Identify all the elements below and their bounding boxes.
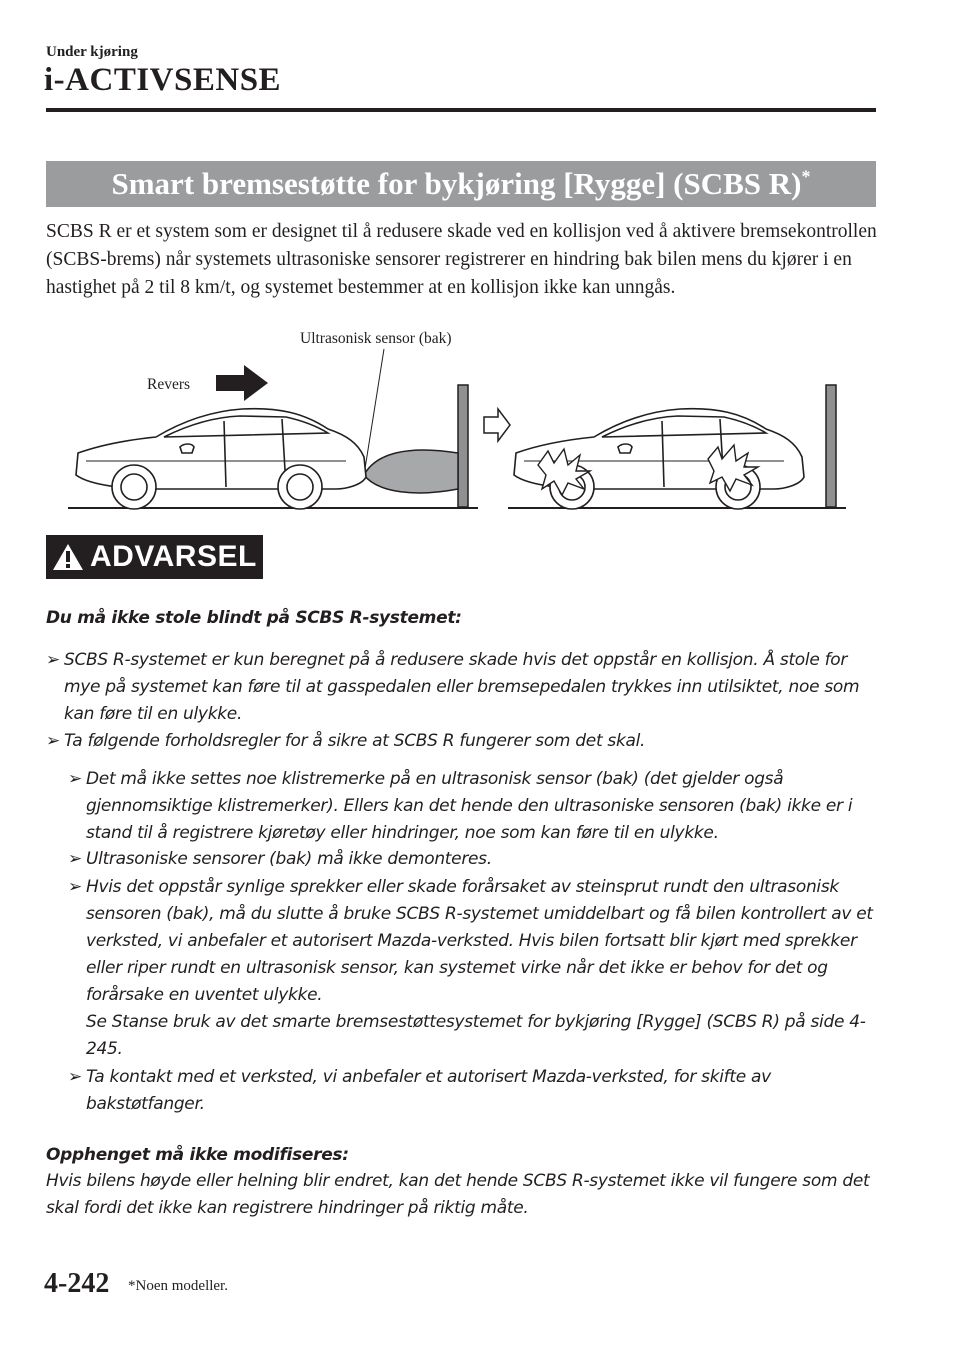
- warning-subitem-text: Ultrasoniske sensorer (bak) må ikke demonteres.: [86, 849, 492, 869]
- warning-subitem-4: [68, 1064, 878, 1118]
- warning-subitem-text: Det må ikke settes noe klistremerke på en ultrasonisk sensor (bak) (det gjelder også gjennomsiktige klistremerker). Ellers kan det hende den ultrasoniske sensoren (bak) ikke er i stand til å registrere kjøretøy eller hindringer, noe som kan føre til en ulykke.: [86, 769, 853, 843]
- warning-subitem-text: Hvis det oppstår synlige sprekker eller skade forårsaket av steinsprut rundt den ultrasonisk sensoren (bak), må du slutte å bruke SCBS R-systemet umiddelbart og få bilen kontrollert av et verksted, vi anbefaler et autorisert Mazda-verksted. Hvis bilen fortsatt blir kjørt med sprekker eller riper rundt en ultrasonisk sensor, kan systemet virke når det ikke er behov for det og forårsake en uventet ulykke.: [86, 877, 873, 1005]
- obstacle-wall-left: [458, 385, 468, 507]
- transition-arrow-icon: [484, 409, 510, 441]
- section-banner: [46, 161, 876, 207]
- warning-badge-label: ADVARSEL: [90, 540, 257, 573]
- warning-subitem-text: Ta kontakt med et verksted, vi anbefaler et autorisert Mazda-verksted, for skifte av bakstøtfanger.: [86, 1067, 771, 1114]
- title-divider: [46, 108, 876, 112]
- scbs-illustration: [46, 325, 856, 520]
- banner-title: Smart bremsestøtte for bykjøring [Rygge] (SCBS R): [111, 166, 802, 201]
- sensor-leader-line: [364, 349, 384, 475]
- car-left: [76, 409, 366, 509]
- chapter-label: Under kjøring: [46, 44, 138, 60]
- warning-item-1: [46, 647, 876, 728]
- label-reverse: Revers: [147, 376, 191, 393]
- warning-triangle-icon: [46, 535, 90, 579]
- warning-subitem-2: [68, 846, 878, 873]
- bullet-arrow-icon: ➢: [68, 849, 82, 869]
- sensor-detection-zone: [364, 450, 458, 493]
- label-ultrasonic-sensor: Ultrasonisk sensor (bak): [300, 330, 452, 347]
- warning-subitem-1: [68, 766, 878, 847]
- scbs-illustration-svg: [46, 325, 856, 515]
- car-right: [514, 409, 804, 509]
- bullet-arrow-icon: ➢: [68, 1067, 82, 1087]
- page-number: 4-242: [44, 1268, 110, 1299]
- bullet-arrow-icon: ➢: [68, 877, 82, 897]
- obstacle-wall-right: [826, 385, 836, 507]
- warning-heading-2: Opphenget må ikke modifiseres:: [46, 1145, 349, 1165]
- intro-paragraph: SCBS R er et system som er designet til å redusere skade ved en kollisjon ved å aktivere bremsekontrollen (SCBS-brems) når systemets ultrasoniske sensorer registrerer en hindring bak bilen mens du kjører i en hastighet på 2 til 8 km/t, og systemet bestemmer at en kollisjon ikke kan unngås.: [46, 221, 877, 298]
- warning-item-2: [46, 728, 876, 755]
- footnote: *Noen modeller.: [128, 1278, 228, 1294]
- bullet-arrow-icon: ➢: [46, 731, 60, 751]
- reverse-arrow-icon: [216, 365, 268, 401]
- warning-badge: [46, 535, 263, 579]
- warning-heading-1: Du må ikke stole blindt på SCBS R-systemet:: [46, 608, 462, 628]
- warning-subitem-3: [68, 874, 878, 1063]
- bullet-arrow-icon: ➢: [68, 769, 82, 789]
- warning-paragraph-2: Hvis bilens høyde eller helning blir endret, kan det hende SCBS R-systemet ikke vil fungere som det skal fordi det ikke kan registrere hindringer på riktig måte.: [46, 1171, 870, 1218]
- warning-item-text: Ta følgende forholdsregler for å sikre at SCBS R fungerer som det skal.: [64, 731, 646, 751]
- warning-item-text: SCBS R-systemet er kun beregnet på å redusere skade hvis det oppstår en kollisjon. Å stole for mye på systemet kan føre til at gasspedalen eller bremsepedalen trykkes inn utilsiktet, noe som kan føre til en ulykke.: [64, 650, 860, 724]
- section-title: i-ACTIVSENSE: [44, 62, 282, 98]
- bullet-arrow-icon: ➢: [46, 650, 60, 670]
- see-reference: Se Stanse bruk av det smarte bremsestøttesystemet for bykjøring [Rygge] (SCBS R) på side 4-245.: [86, 1012, 866, 1059]
- banner-footnote-marker: *: [801, 166, 811, 187]
